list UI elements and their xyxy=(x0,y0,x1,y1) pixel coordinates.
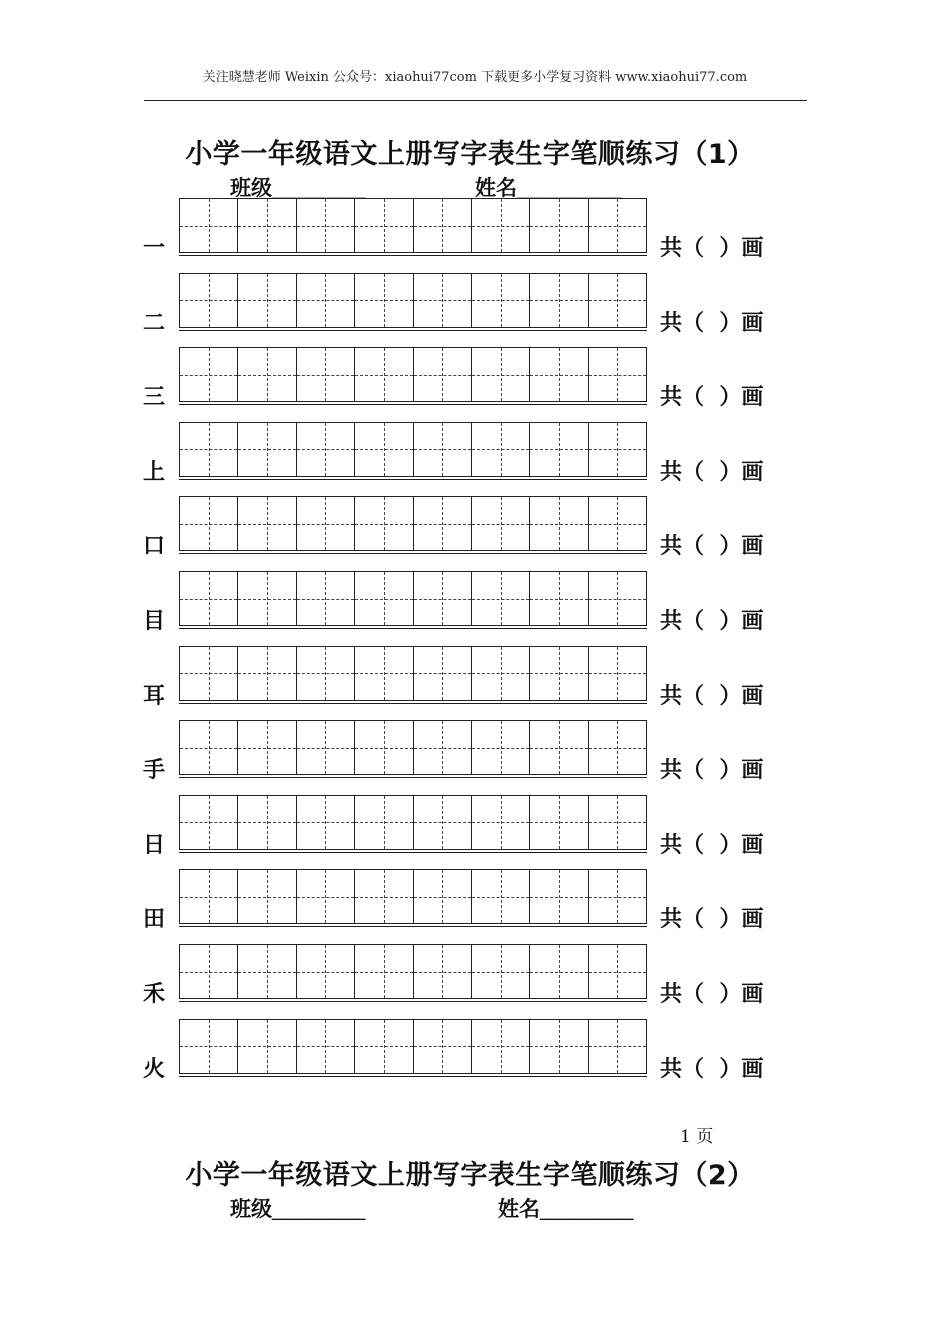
writing-cell[interactable] xyxy=(180,870,238,923)
stroke-count-label: 共（ ）画 xyxy=(660,982,764,1007)
cell-guide-horizontal xyxy=(414,300,471,301)
header-note: 关注晓慧老师 Weixin 公众号：xiaohui77com 下载更多小学复习资料 www.xiaohui77.com xyxy=(202,70,748,85)
grid-baseline xyxy=(179,255,647,256)
cell-guide-horizontal xyxy=(180,375,237,376)
cell-guide-horizontal xyxy=(238,822,295,823)
cell-guide-horizontal xyxy=(530,673,587,674)
practice-character: 上 xyxy=(143,459,166,485)
cell-guide-horizontal xyxy=(180,673,237,674)
practice-row xyxy=(0,273,950,336)
cell-guide-horizontal xyxy=(530,449,587,450)
cell-guide-horizontal xyxy=(355,300,412,301)
name-line: _________ xyxy=(517,177,623,200)
writing-grid xyxy=(179,422,647,477)
stroke-count-label: 共（ ）画 xyxy=(660,1056,764,1082)
cell-guide-horizontal xyxy=(355,673,412,674)
stroke-count-label: 共（ ）画 xyxy=(660,683,764,709)
cell-guide-horizontal xyxy=(297,300,354,301)
writing-cell[interactable] xyxy=(297,870,355,923)
cell-guide-horizontal xyxy=(180,822,237,823)
writing-cell[interactable] xyxy=(238,423,296,476)
cell-guide-horizontal xyxy=(472,449,529,450)
writing-cell[interactable] xyxy=(180,497,238,550)
writing-cell[interactable] xyxy=(472,572,530,625)
writing-cell[interactable] xyxy=(589,423,646,476)
class-line: ________ xyxy=(272,1198,366,1221)
stroke-count-label: 共（ ）画 xyxy=(660,758,764,784)
writing-cell[interactable] xyxy=(180,945,238,998)
writing-cell[interactable] xyxy=(414,274,472,327)
class-line: ________ xyxy=(272,177,366,200)
writing-cell[interactable] xyxy=(472,721,530,774)
stroke-count-label: 共（ ）画 xyxy=(660,609,764,634)
cell-guide-horizontal xyxy=(238,524,295,525)
cell-guide-horizontal xyxy=(530,375,587,376)
writing-cell[interactable] xyxy=(414,647,472,700)
cell-guide-horizontal xyxy=(297,673,354,674)
writing-cell[interactable] xyxy=(180,721,238,774)
writing-cell[interactable] xyxy=(530,423,588,476)
stroke-count-label: 共（ ）画 xyxy=(660,385,764,411)
stroke-count-label: 共（ ）画 xyxy=(660,459,764,485)
writing-cell[interactable] xyxy=(472,348,530,401)
writing-cell[interactable] xyxy=(530,572,588,625)
writing-grid xyxy=(179,496,647,551)
practice-character: 禾 xyxy=(143,982,166,1007)
grid-baseline xyxy=(179,553,647,554)
grid-baseline xyxy=(179,479,647,480)
class-label: 班级 xyxy=(230,1197,272,1221)
cell-guide-horizontal xyxy=(355,599,412,600)
writing-cell[interactable] xyxy=(589,796,646,849)
writing-cell[interactable] xyxy=(355,274,413,327)
cell-guide-horizontal xyxy=(355,524,412,525)
cell-guide-horizontal xyxy=(180,897,237,898)
cell-guide-horizontal xyxy=(472,748,529,749)
cell-guide-horizontal xyxy=(414,972,471,973)
cell-guide-horizontal xyxy=(414,375,471,376)
writing-grid xyxy=(179,1019,647,1074)
cell-guide-horizontal xyxy=(414,524,471,525)
writing-cell[interactable] xyxy=(472,796,530,849)
writing-cell[interactable] xyxy=(238,870,296,923)
cell-guide-horizontal xyxy=(238,300,295,301)
writing-grid xyxy=(179,944,647,999)
practice-character: 目 xyxy=(143,609,166,634)
cell-guide-horizontal xyxy=(530,226,587,227)
cell-guide-horizontal xyxy=(414,822,471,823)
cell-guide-horizontal xyxy=(589,1046,646,1047)
writing-cell[interactable] xyxy=(414,721,472,774)
practice-row xyxy=(0,496,950,560)
writing-cell[interactable] xyxy=(589,274,646,327)
cell-guide-horizontal xyxy=(530,748,587,749)
practice-character: 一 xyxy=(143,236,166,261)
writing-grid xyxy=(179,646,647,701)
writing-grid xyxy=(179,273,647,328)
cell-guide-horizontal xyxy=(472,300,529,301)
cell-guide-horizontal xyxy=(355,822,412,823)
practice-row xyxy=(0,795,950,858)
cell-guide-horizontal xyxy=(472,972,529,973)
writing-cell[interactable] xyxy=(238,945,296,998)
writing-grid xyxy=(179,795,647,850)
cell-guide-horizontal xyxy=(530,1046,587,1047)
practice-row xyxy=(0,1019,950,1082)
writing-cell[interactable] xyxy=(180,199,238,252)
name-label: 姓名 xyxy=(475,176,517,200)
writing-cell[interactable] xyxy=(414,497,472,550)
writing-cell[interactable] xyxy=(355,348,413,401)
cell-guide-horizontal xyxy=(589,300,646,301)
grid-baseline xyxy=(179,330,647,331)
cell-guide-horizontal xyxy=(472,673,529,674)
cell-guide-horizontal xyxy=(414,1046,471,1047)
page-number: 1 页 xyxy=(680,1127,714,1147)
writing-cell[interactable] xyxy=(355,199,413,252)
cell-guide-horizontal xyxy=(180,972,237,973)
writing-grid xyxy=(179,571,647,626)
stroke-count-label: 共（ ）画 xyxy=(660,310,764,336)
writing-cell[interactable] xyxy=(589,647,646,700)
cell-guide-horizontal xyxy=(355,1046,412,1047)
cell-guide-horizontal xyxy=(355,748,412,749)
cell-guide-horizontal xyxy=(180,449,237,450)
writing-cell[interactable] xyxy=(589,1020,646,1073)
stroke-count-label: 共（ ）画 xyxy=(660,236,764,261)
writing-cell[interactable] xyxy=(297,647,355,700)
class-field-2 xyxy=(230,1193,365,1223)
writing-cell[interactable] xyxy=(355,497,413,550)
cell-guide-horizontal xyxy=(238,1046,295,1047)
practice-row xyxy=(0,720,950,784)
cell-guide-horizontal xyxy=(414,673,471,674)
cell-guide-horizontal xyxy=(297,1046,354,1047)
practice-row xyxy=(0,869,950,933)
cell-guide-horizontal xyxy=(530,972,587,973)
writing-cell[interactable] xyxy=(355,647,413,700)
grid-baseline xyxy=(179,628,647,629)
cell-guide-horizontal xyxy=(180,748,237,749)
writing-cell[interactable] xyxy=(355,721,413,774)
writing-cell[interactable] xyxy=(297,945,355,998)
practice-row xyxy=(0,347,950,411)
practice-row xyxy=(0,571,950,634)
writing-cell[interactable] xyxy=(180,348,238,401)
cell-guide-horizontal xyxy=(530,822,587,823)
cell-guide-horizontal xyxy=(530,897,587,898)
name-line: ________ xyxy=(540,1198,634,1221)
cell-guide-horizontal xyxy=(472,524,529,525)
cell-guide-horizontal xyxy=(297,226,354,227)
cell-guide-horizontal xyxy=(530,524,587,525)
grid-baseline xyxy=(179,404,647,405)
cell-guide-horizontal xyxy=(297,822,354,823)
writing-cell[interactable] xyxy=(297,721,355,774)
cell-guide-horizontal xyxy=(589,449,646,450)
name-label: 姓名 xyxy=(498,1197,540,1221)
cell-guide-horizontal xyxy=(472,897,529,898)
writing-cell[interactable] xyxy=(180,1020,238,1073)
writing-cell[interactable] xyxy=(472,274,530,327)
cell-guide-horizontal xyxy=(355,226,412,227)
writing-cell[interactable] xyxy=(238,497,296,550)
writing-cell[interactable] xyxy=(530,647,588,700)
writing-cell[interactable] xyxy=(355,796,413,849)
practice-character: 日 xyxy=(143,832,166,858)
writing-cell[interactable] xyxy=(180,572,238,625)
stroke-count-label: 共（ ）画 xyxy=(660,907,764,933)
cell-guide-horizontal xyxy=(355,972,412,973)
cell-guide-horizontal xyxy=(414,897,471,898)
writing-cell[interactable] xyxy=(530,274,588,327)
cell-guide-horizontal xyxy=(297,524,354,525)
writing-cell[interactable] xyxy=(589,572,646,625)
header-rule xyxy=(144,100,807,101)
cell-guide-horizontal xyxy=(180,226,237,227)
writing-cell[interactable] xyxy=(472,423,530,476)
cell-guide-horizontal xyxy=(238,599,295,600)
writing-cell[interactable] xyxy=(355,1020,413,1073)
class-label: 班级 xyxy=(230,176,272,200)
practice-character: 火 xyxy=(143,1056,166,1082)
cell-guide-horizontal xyxy=(589,673,646,674)
writing-cell[interactable] xyxy=(472,647,530,700)
cell-guide-horizontal xyxy=(589,226,646,227)
cell-guide-horizontal xyxy=(238,226,295,227)
writing-cell[interactable] xyxy=(414,423,472,476)
cell-guide-horizontal xyxy=(589,375,646,376)
cell-guide-horizontal xyxy=(355,897,412,898)
cell-guide-horizontal xyxy=(180,300,237,301)
writing-cell[interactable] xyxy=(414,796,472,849)
cell-guide-horizontal xyxy=(180,599,237,600)
cell-guide-horizontal xyxy=(355,449,412,450)
writing-cell[interactable] xyxy=(355,870,413,923)
practice-character: 田 xyxy=(143,907,166,933)
name-field-2 xyxy=(498,1193,633,1223)
writing-grid xyxy=(179,869,647,924)
writing-cell[interactable] xyxy=(355,572,413,625)
writing-cell[interactable] xyxy=(238,1020,296,1073)
writing-cell[interactable] xyxy=(355,945,413,998)
stroke-count-label: 共（ ）画 xyxy=(660,534,764,560)
cell-guide-horizontal xyxy=(297,897,354,898)
practice-row xyxy=(0,646,950,709)
practice-row xyxy=(0,198,950,261)
practice-character: 二 xyxy=(143,310,166,336)
writing-cell[interactable] xyxy=(472,1020,530,1073)
cell-guide-horizontal xyxy=(589,897,646,898)
cell-guide-horizontal xyxy=(414,449,471,450)
writing-cell[interactable] xyxy=(530,721,588,774)
writing-cell[interactable] xyxy=(238,796,296,849)
writing-cell[interactable] xyxy=(530,497,588,550)
writing-cell[interactable] xyxy=(297,423,355,476)
writing-grid xyxy=(179,198,647,253)
cell-guide-horizontal xyxy=(180,524,237,525)
writing-cell[interactable] xyxy=(414,870,472,923)
practice-character: 手 xyxy=(143,758,166,784)
writing-cell[interactable] xyxy=(238,348,296,401)
writing-cell[interactable] xyxy=(530,870,588,923)
cell-guide-horizontal xyxy=(472,599,529,600)
writing-cell[interactable] xyxy=(589,497,646,550)
cell-guide-horizontal xyxy=(414,226,471,227)
writing-cell[interactable] xyxy=(297,1020,355,1073)
cell-guide-horizontal xyxy=(589,524,646,525)
writing-cell[interactable] xyxy=(414,199,472,252)
writing-cell[interactable] xyxy=(180,423,238,476)
cell-guide-horizontal xyxy=(472,822,529,823)
grid-baseline xyxy=(179,1076,647,1077)
cell-guide-horizontal xyxy=(238,972,295,973)
cell-guide-horizontal xyxy=(530,300,587,301)
practice-character: 口 xyxy=(143,534,166,560)
writing-cell[interactable] xyxy=(238,647,296,700)
cell-guide-horizontal xyxy=(297,599,354,600)
grid-baseline xyxy=(179,852,647,853)
writing-cell[interactable] xyxy=(180,647,238,700)
grid-baseline xyxy=(179,703,647,704)
page-title-1: 小学一年级语文上册写字表生字笔顺练习（1） xyxy=(185,139,755,170)
writing-cell[interactable] xyxy=(530,945,588,998)
writing-cell[interactable] xyxy=(472,497,530,550)
cell-guide-horizontal xyxy=(414,748,471,749)
writing-cell[interactable] xyxy=(414,348,472,401)
writing-cell[interactable] xyxy=(414,572,472,625)
stroke-count-label: 共（ ）画 xyxy=(660,832,764,858)
page-title-2: 小学一年级语文上册写字表生字笔顺练习（2） xyxy=(185,1160,755,1191)
cell-guide-horizontal xyxy=(589,822,646,823)
cell-guide-horizontal xyxy=(238,897,295,898)
writing-cell[interactable] xyxy=(238,721,296,774)
writing-cell[interactable] xyxy=(589,721,646,774)
cell-guide-horizontal xyxy=(297,375,354,376)
writing-cell[interactable] xyxy=(355,423,413,476)
writing-cell[interactable] xyxy=(589,348,646,401)
writing-cell[interactable] xyxy=(589,945,646,998)
grid-baseline xyxy=(179,926,647,927)
writing-cell[interactable] xyxy=(414,945,472,998)
writing-cell[interactable] xyxy=(238,274,296,327)
writing-cell[interactable] xyxy=(297,796,355,849)
writing-cell[interactable] xyxy=(472,199,530,252)
cell-guide-horizontal xyxy=(472,226,529,227)
writing-cell[interactable] xyxy=(414,1020,472,1073)
cell-guide-horizontal xyxy=(238,375,295,376)
practice-character: 三 xyxy=(143,385,166,411)
cell-guide-horizontal xyxy=(472,1046,529,1047)
cell-guide-horizontal xyxy=(238,449,295,450)
cell-guide-horizontal xyxy=(472,375,529,376)
grid-baseline xyxy=(179,777,647,778)
practice-row xyxy=(0,944,950,1007)
writing-cell[interactable] xyxy=(530,199,588,252)
writing-cell[interactable] xyxy=(297,348,355,401)
writing-cell[interactable] xyxy=(472,870,530,923)
writing-cell[interactable] xyxy=(180,796,238,849)
cell-guide-horizontal xyxy=(238,748,295,749)
writing-cell[interactable] xyxy=(530,348,588,401)
writing-cell[interactable] xyxy=(530,796,588,849)
cell-guide-horizontal xyxy=(297,748,354,749)
cell-guide-horizontal xyxy=(297,972,354,973)
grid-baseline xyxy=(179,1001,647,1002)
writing-cell[interactable] xyxy=(238,572,296,625)
writing-grid xyxy=(179,347,647,402)
writing-cell[interactable] xyxy=(530,1020,588,1073)
writing-cell[interactable] xyxy=(472,945,530,998)
writing-cell[interactable] xyxy=(238,199,296,252)
cell-guide-horizontal xyxy=(589,599,646,600)
cell-guide-horizontal xyxy=(355,375,412,376)
practice-row xyxy=(0,422,950,485)
cell-guide-horizontal xyxy=(180,1046,237,1047)
cell-guide-horizontal xyxy=(414,599,471,600)
writing-cell[interactable] xyxy=(297,572,355,625)
cell-guide-horizontal xyxy=(530,599,587,600)
practice-character: 耳 xyxy=(143,683,166,709)
cell-guide-horizontal xyxy=(589,748,646,749)
cell-guide-horizontal xyxy=(297,449,354,450)
cell-guide-horizontal xyxy=(238,673,295,674)
cell-guide-horizontal xyxy=(589,972,646,973)
writing-cell[interactable] xyxy=(589,870,646,923)
writing-cell[interactable] xyxy=(589,199,646,252)
writing-grid xyxy=(179,720,647,775)
writing-cell[interactable] xyxy=(297,274,355,327)
writing-cell[interactable] xyxy=(180,274,238,327)
writing-cell[interactable] xyxy=(297,497,355,550)
writing-cell[interactable] xyxy=(297,199,355,252)
